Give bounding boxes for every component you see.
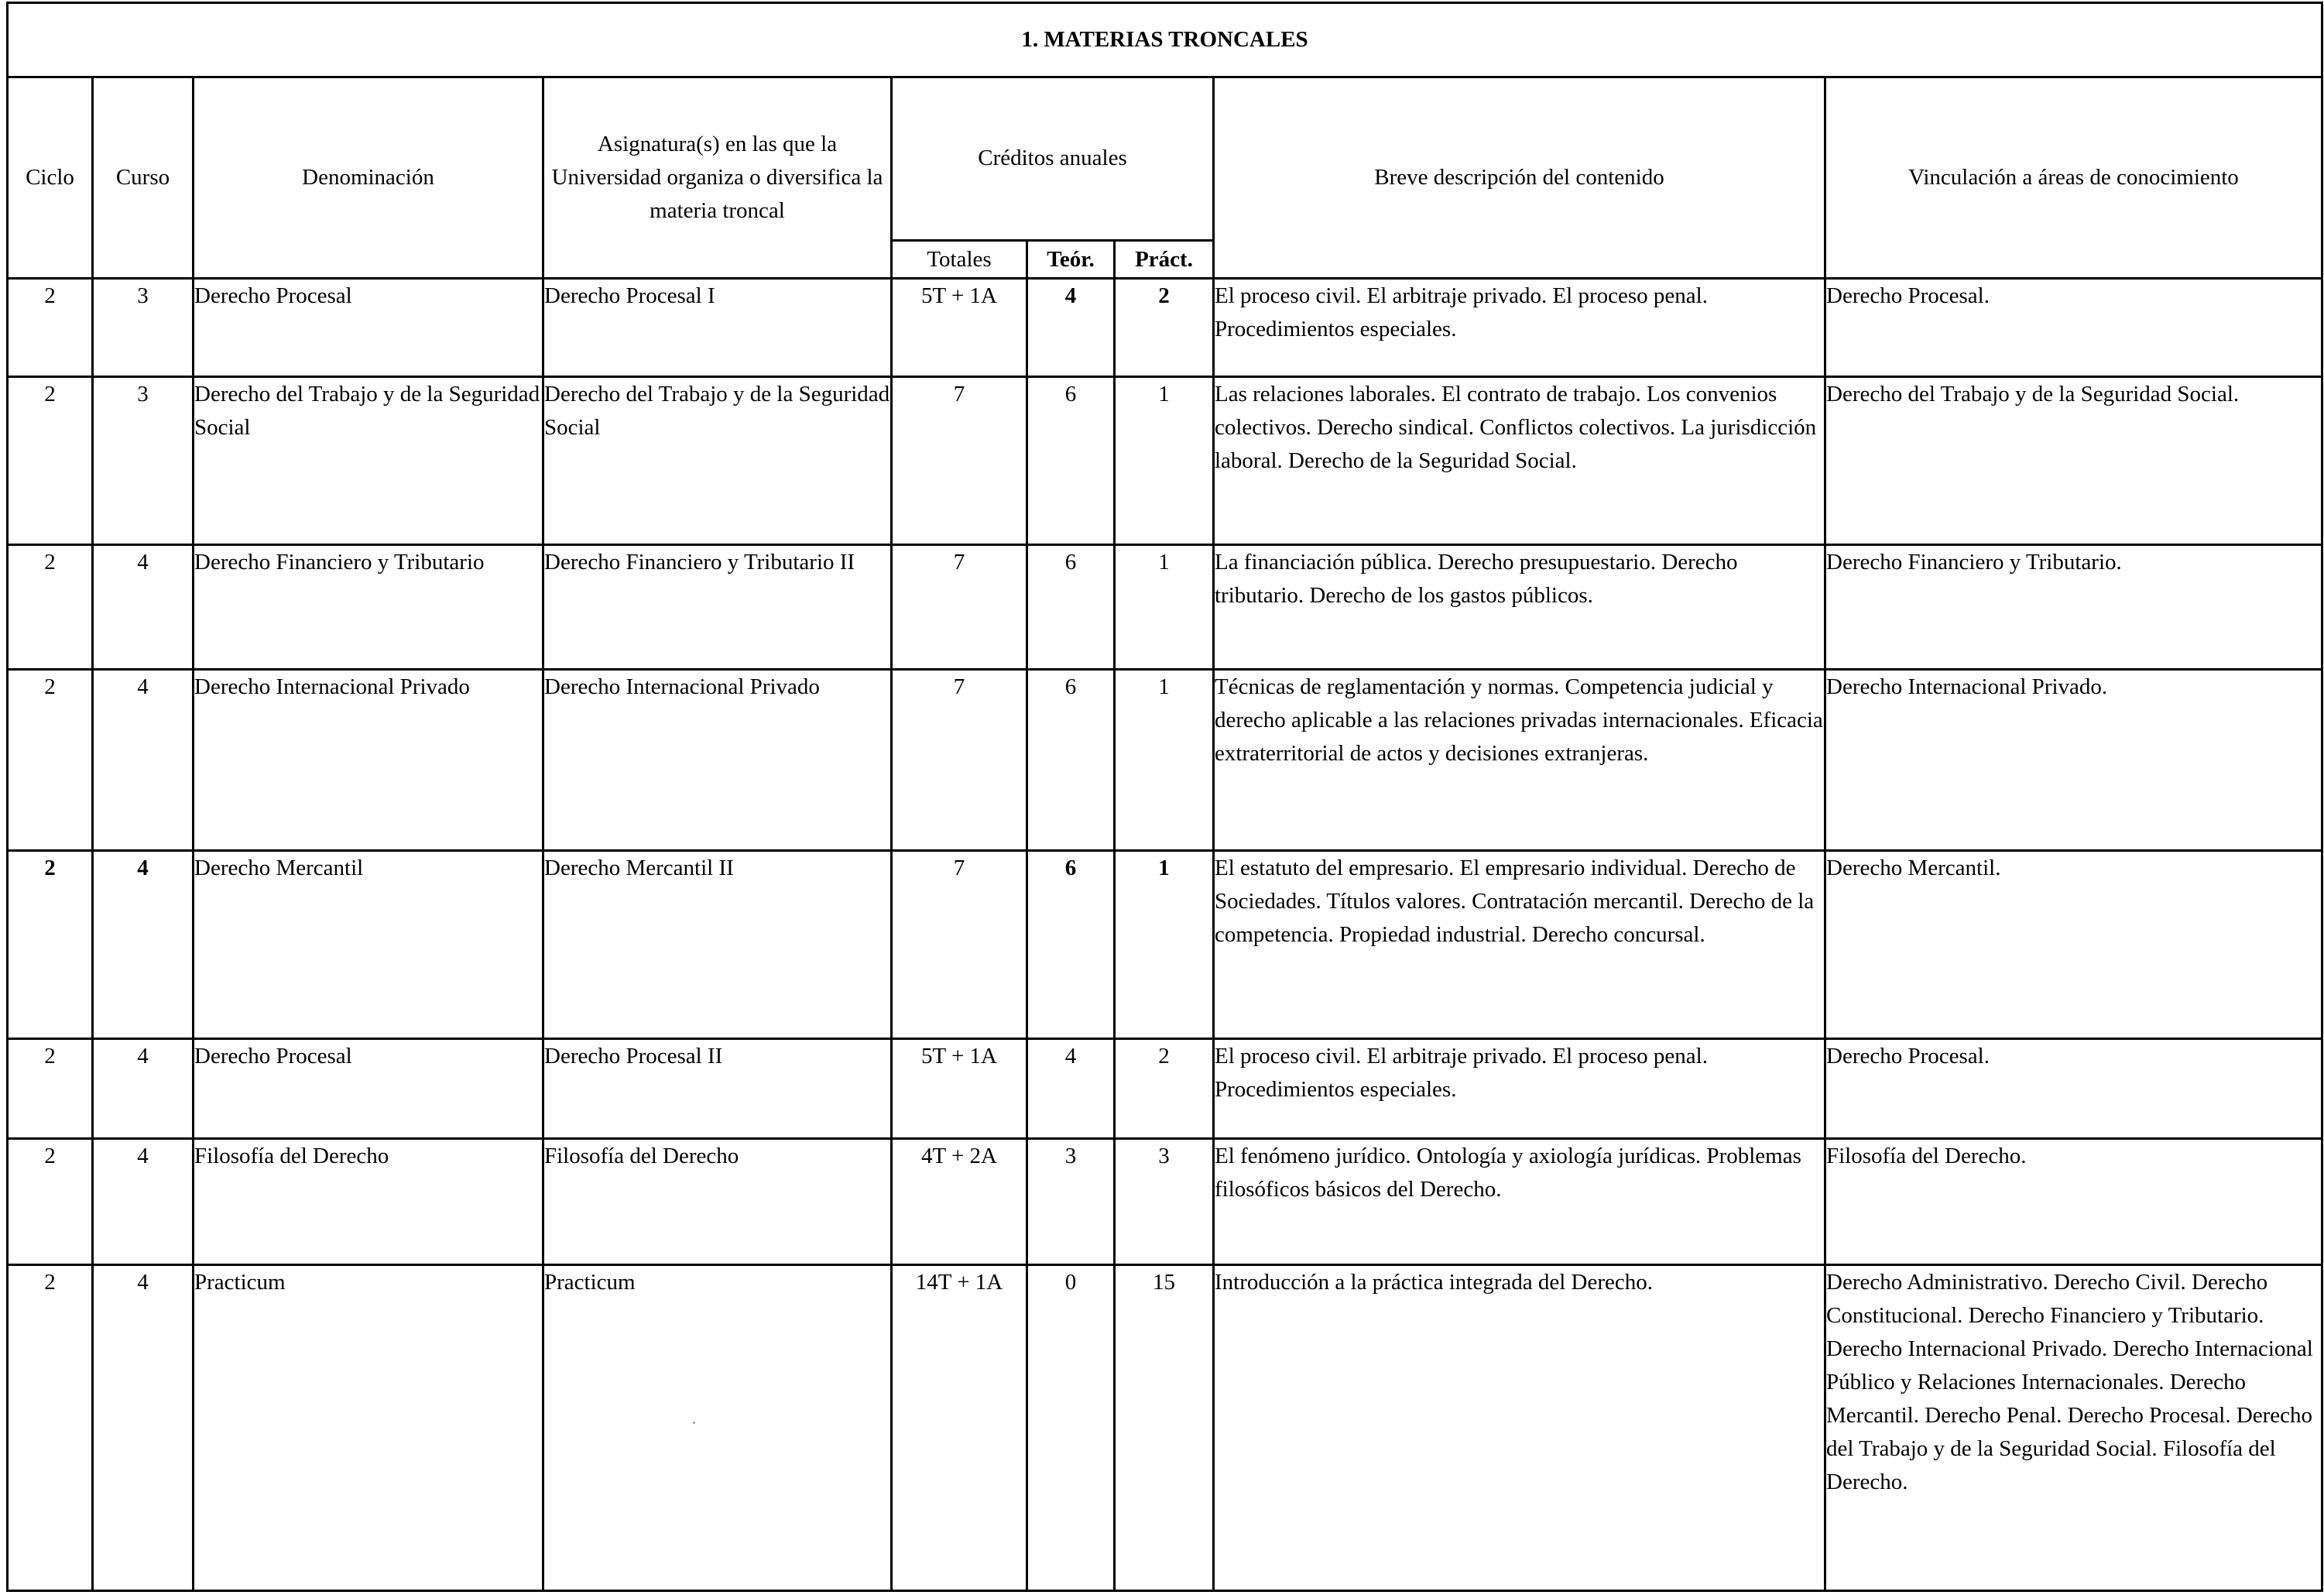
cell-curso: 4 [93, 850, 194, 1039]
cell-descripcion: El proceso civil. El arbitraje privado. El proceso penal. Procedimientos especiales. [1214, 279, 1825, 377]
cell-ciclo: 2 [8, 545, 93, 670]
col-header-totales: Totales [892, 240, 1027, 278]
cell-curso: 4 [93, 1039, 194, 1139]
cell-asignatura: Derecho del Trabajo y de la Seguridad Social [543, 377, 892, 545]
cell-pract: 15 [1115, 1265, 1214, 1591]
cell-denominacion: Derecho del Trabajo y de la Seguridad Social [194, 377, 543, 545]
cell-asignatura: Filosofía del Derecho [543, 1139, 892, 1265]
cell-pract: 2 [1115, 1039, 1214, 1139]
col-header-pract: Práct. [1115, 240, 1214, 278]
table-row [8, 545, 2322, 670]
scan-speck [693, 1422, 695, 1424]
col-header-ciclo: Ciclo [8, 77, 93, 279]
cell-totales: 5T + 1A [892, 1039, 1027, 1139]
cell-curso: 4 [93, 670, 194, 850]
cell-descripcion: El estatuto del empresario. El empresario individual. Derecho de Sociedades. Títulos valores. Contratación mercantil. Derecho de la competencia. Propiedad industrial. Derecho concursal. [1214, 850, 1825, 1039]
cell-teor: 4 [1027, 1039, 1115, 1139]
col-header-curso: Curso [93, 77, 194, 279]
cell-totales: 7 [892, 670, 1027, 850]
cell-ciclo: 2 [8, 279, 93, 377]
cell-vinculacion: Derecho Procesal. [1825, 279, 2322, 377]
cell-pract: 1 [1115, 377, 1214, 545]
table-row [8, 1265, 2322, 1591]
cell-vinculacion: Derecho Procesal. [1825, 1039, 2322, 1139]
cell-teor: 0 [1027, 1265, 1115, 1591]
col-header-asignaturas: Asignatura(s) en las que la Universidad organiza o diversifica la materia troncal [543, 77, 892, 279]
table-row [8, 1139, 2322, 1265]
table-title: 1. MATERIAS TRONCALES [8, 3, 2322, 77]
cell-curso: 3 [93, 279, 194, 377]
cell-asignatura: Derecho Financiero y Tributario II [543, 545, 892, 670]
cell-teor: 6 [1027, 545, 1115, 670]
col-header-descripcion: Breve descripción del contenido [1214, 77, 1825, 279]
col-header-teor: Teór. [1027, 240, 1115, 278]
cell-ciclo: 2 [8, 1265, 93, 1591]
cell-teor: 6 [1027, 377, 1115, 545]
cell-curso: 4 [93, 1265, 194, 1591]
cell-denominacion: Derecho Procesal [194, 1039, 543, 1139]
table-row [8, 377, 2322, 545]
table-row [8, 1039, 2322, 1139]
cell-totales: 7 [892, 545, 1027, 670]
cell-denominacion: Derecho Procesal [194, 279, 543, 377]
table-row [8, 850, 2322, 1039]
cell-asignatura: Derecho Procesal I [543, 279, 892, 377]
cell-vinculacion: Derecho del Trabajo y de la Seguridad Social. [1825, 377, 2322, 545]
col-header-creditos: Créditos anuales [892, 77, 1214, 240]
cell-ciclo: 2 [8, 670, 93, 850]
cell-vinculacion: Derecho Mercantil. [1825, 850, 2322, 1039]
table-row [8, 670, 2322, 850]
cell-ciclo: 2 [8, 377, 93, 545]
cell-vinculacion: Filosofía del Derecho. [1825, 1139, 2322, 1265]
cell-totales: 14T + 1A [892, 1265, 1027, 1591]
cell-ciclo: 2 [8, 1139, 93, 1265]
cell-descripcion: Técnicas de reglamentación y normas. Competencia judicial y derecho aplicable a las relaciones privadas internacionales. Eficacia extraterritorial de actos y decisiones extranjeras. [1214, 670, 1825, 850]
cell-denominacion: Practicum [194, 1265, 543, 1591]
cell-totales: 7 [892, 377, 1027, 545]
cell-curso: 4 [93, 545, 194, 670]
col-header-denominacion: Denominación [194, 77, 543, 279]
cell-pract: 2 [1115, 279, 1214, 377]
cell-totales: 4T + 2A [892, 1139, 1027, 1265]
cell-asignatura: Derecho Procesal II [543, 1039, 892, 1139]
cell-vinculacion: Derecho Internacional Privado. [1825, 670, 2322, 850]
cell-descripcion: El proceso civil. El arbitraje privado. El proceso penal. Procedimientos especiales. [1214, 1039, 1825, 1139]
cell-teor: 6 [1027, 670, 1115, 850]
cell-descripcion: La financiación pública. Derecho presupuestario. Derecho tributario. Derecho de los gastos públicos. [1214, 545, 1825, 670]
cell-asignatura: Derecho Internacional Privado [543, 670, 892, 850]
cell-denominacion: Filosofía del Derecho [194, 1139, 543, 1265]
cell-pract: 1 [1115, 670, 1214, 850]
cell-ciclo: 2 [8, 850, 93, 1039]
cell-denominacion: Derecho Mercantil [194, 850, 543, 1039]
materias-table [6, 2, 2323, 1592]
cell-pract: 1 [1115, 850, 1214, 1039]
materias-troncales-sheet [6, 2, 2321, 1592]
cell-teor: 3 [1027, 1139, 1115, 1265]
cell-pract: 3 [1115, 1139, 1214, 1265]
cell-teor: 4 [1027, 279, 1115, 377]
cell-curso: 3 [93, 377, 194, 545]
cell-vinculacion: Derecho Administrativo. Derecho Civil. Derecho Constitucional. Derecho Financiero y Tributario. Derecho Internacional Privado. Derecho Internacional Público y Relaciones Internacionales. Derecho Mercantil. Derecho Penal. Derecho Procesal. Derecho del Trabajo y de la Seguridad Social. Filosofía del Derecho. [1825, 1265, 2322, 1591]
cell-descripcion: El fenómeno jurídico. Ontología y axiología jurídicas. Problemas filosóficos básicos del Derecho. [1214, 1139, 1825, 1265]
cell-descripcion: Las relaciones laborales. El contrato de trabajo. Los convenios colectivos. Derecho sindical. Conflictos colectivos. La jurisdicción laboral. Derecho de la Seguridad Social. [1214, 377, 1825, 545]
cell-asignatura: Derecho Mercantil II [543, 850, 892, 1039]
cell-ciclo: 2 [8, 1039, 93, 1139]
cell-vinculacion: Derecho Financiero y Tributario. [1825, 545, 2322, 670]
cell-denominacion: Derecho Financiero y Tributario [194, 545, 543, 670]
cell-denominacion: Derecho Internacional Privado [194, 670, 543, 850]
cell-totales: 7 [892, 850, 1027, 1039]
cell-totales: 5T + 1A [892, 279, 1027, 377]
cell-teor: 6 [1027, 850, 1115, 1039]
cell-descripcion: Introducción a la práctica integrada del Derecho. [1214, 1265, 1825, 1591]
col-header-vinculacion: Vinculación a áreas de conocimiento [1825, 77, 2322, 279]
cell-curso: 4 [93, 1139, 194, 1265]
table-row [8, 279, 2322, 377]
cell-pract: 1 [1115, 545, 1214, 670]
cell-asignatura: Practicum [543, 1265, 892, 1591]
